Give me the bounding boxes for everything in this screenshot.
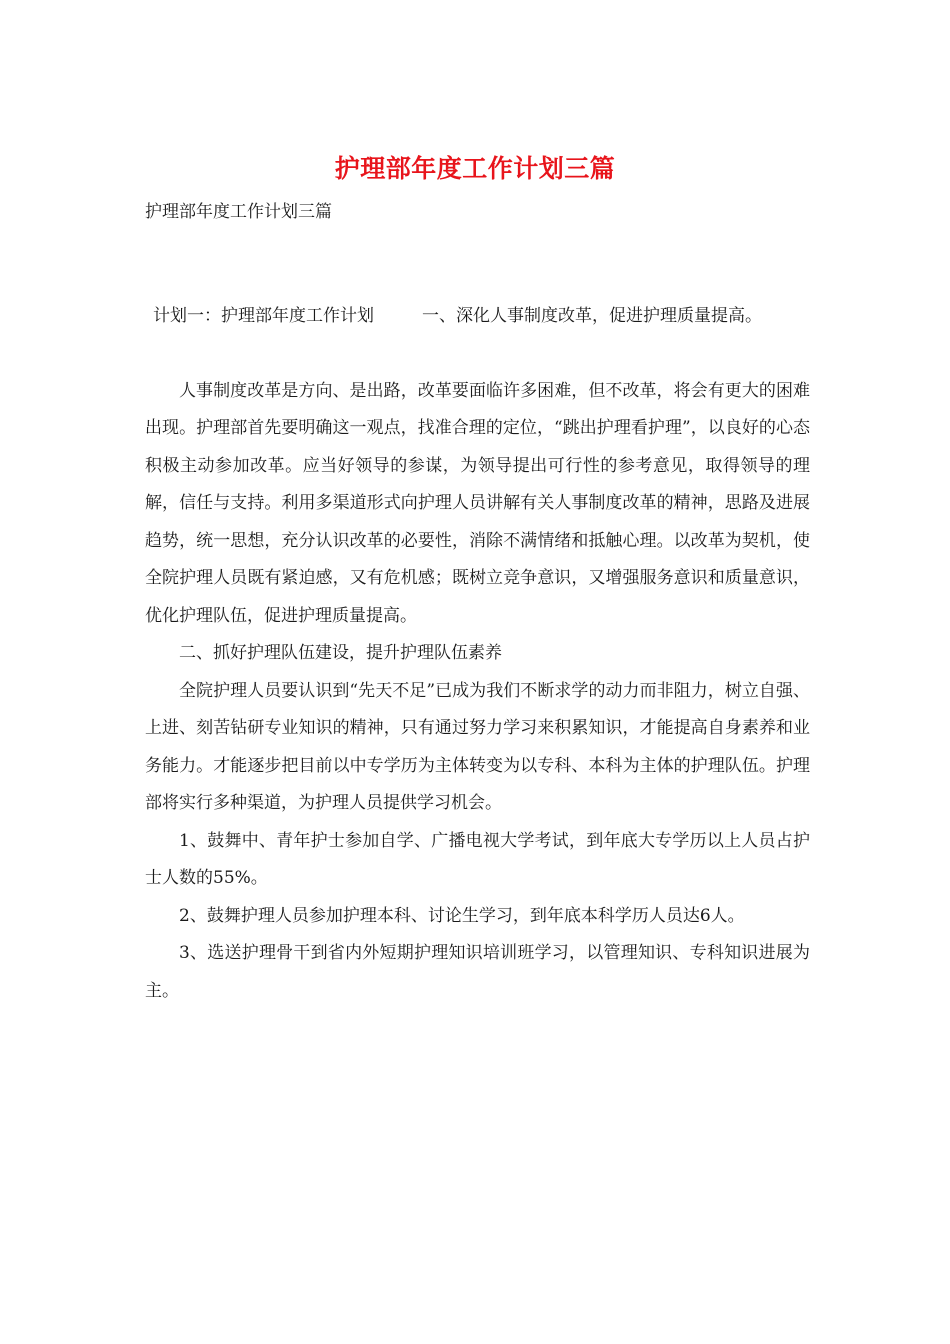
document-title: 护理部年度工作计划三篇 <box>334 154 616 183</box>
paragraph-1: 人事制度改革是方向、是出路，改革要面临许多困难，但不改革，将会有更大的困难出现。护理部首先要明确这一观点，找准合理的定位，“跳出护理看护理”，以良好的心态积极主动参加改革。应当好领导的参谋，为领导提出可行性的参考意见，取得领导的理解，信任与支持。利用多渠道形式向护理人员讲解有关人事制度改革的精神，思路及进展趋势，统一思想，充分认识改革的必要性，消除不满情绪和抵触心理。以改革为契机，使全院护理人员既有紧迫感，又有危机感；既树立竞争意识，又增强服务意识和质量意识，优化护理队伍，促进护理质量提高。 <box>145 380 810 626</box>
plan-heading-paragraph <box>145 298 810 336</box>
plan-heading: 计划一：护理部年度工作计划 <box>153 306 374 326</box>
list-item-2: 2、鼓舞护理人员参加护理本科、讨论生学习，到年底本科学历人员达6人。 <box>179 905 745 926</box>
section1-heading: 一、深化人事制度改革，促进护理质量提高。 <box>422 306 762 326</box>
list-item-1: 1、鼓舞中、青年护士参加自学、广播电视大学考试，到年底大专学历以上人员占护士人数的55%。 <box>145 830 810 888</box>
section2-heading: 二、抓好护理队伍建设，提升护理队伍素养 <box>179 643 502 663</box>
list-item-3: 3、选送护理骨干到省内外短期护理知识培训班学习，以管理知识、专科知识进展为主。 <box>145 943 810 1001</box>
paragraph-2: 全院护理人员要认识到“先天不足”已成为我们不断求学的动力而非阻力，树立自强、上进、刻苦钻研专业知识的精神，只有通过努力学习来积累知识，才能提高自身素养和业务能力。才能逐步把目前以中专学历为主体转变为以专科、本科为主体的护理队伍。护理部将实行多种渠道，为护理人员提供学习机会。 <box>145 680 810 813</box>
document-subtitle: 护理部年度工作计划三篇 <box>145 202 332 222</box>
document-body <box>145 298 810 1010</box>
